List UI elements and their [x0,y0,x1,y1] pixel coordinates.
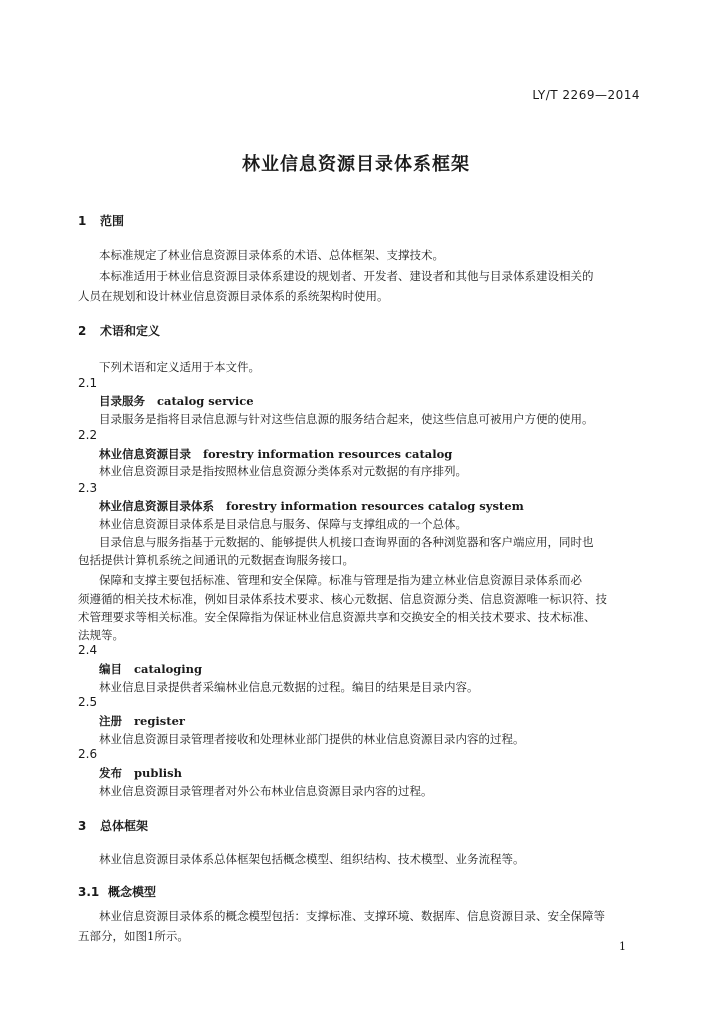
paragraph-continuation: 人员在规划和设计林业信息资源目录体系的系统架构时使用。 [78,289,389,303]
term-entry [99,498,524,514]
document-title: 林业信息资源目录体系框架 [242,154,470,175]
section-title: 术语和定义 [100,324,161,338]
section-number: 3 [78,819,87,833]
paragraph: 林业信息资源目录体系总体框架包括概念模型、组织结构、技术模型、业务流程等。 [99,852,525,866]
paragraph: 本标准规定了林业信息资源目录体系的术语、总体框架、支撑技术。 [99,248,444,262]
term-zh: 编目 [99,662,122,676]
term-entry [99,713,185,729]
page-number: 1 [619,940,626,953]
term-definition: 林业信息资源目录管理者对外公布林业信息资源目录内容的过程。 [99,784,433,798]
term-definition: 保障和支撑主要包括标准、管理和安全保障。标准与管理是指为建立林业信息资源目录体系而必 [99,573,582,587]
term-entry [99,661,202,677]
section-title: 总体框架 [100,819,149,833]
subsection-number: 3.1 [78,885,100,899]
standard-code: LY/T 2269—2014 [532,88,640,102]
term-number: 2.6 [78,747,98,761]
term-entry [99,446,452,462]
paragraph-continuation: 五部分，如图1所示。 [78,929,189,943]
term-en: forestry information resources catalog [203,447,453,461]
term-number: 2.2 [78,428,98,442]
section-number: 2 [78,324,87,338]
term-definition: 林业信息资源目录体系是目录信息与服务、保障与支撑组成的一个总体。 [99,517,467,531]
term-definition: 目录信息与服务指基于元数据的、能够提供人机接口查询界面的各种浏览器和客户端应用，同时也 [99,535,594,549]
section-1-heading [78,212,124,229]
paragraph: 下列术语和定义适用于本文件。 [99,360,260,374]
term-en: catalog service [157,394,254,408]
term-definition-continuation: 术管理要求等相关标准。安全保障指为保证林业信息资源共享和交换安全的相关技术要求、技术标准、 [78,610,596,624]
section-3-heading [78,817,148,834]
term-definition: 林业信息目录提供者采编林业信息元数据的过程。编目的结果是目录内容。 [99,680,479,694]
term-definition: 目录服务是指将目录信息源与针对这些信息源的服务结合起来，使这些信息可被用户方便的使用。 [99,412,594,426]
term-en: forestry information resources catalog system [226,499,524,513]
term-zh: 发布 [99,766,122,780]
subsection-title: 概念模型 [108,885,157,899]
term-en: cataloging [134,662,203,676]
term-entry [99,765,182,781]
section-number: 1 [78,214,87,228]
term-definition: 林业信息资源目录管理者接收和处理林业部门提供的林业信息资源目录内容的过程。 [99,732,525,746]
term-definition-continuation: 须遵循的相关技术标准，例如目录体系技术要求、核心元数据、信息资源分类、信息资源唯一标识符、技 [78,592,607,606]
term-en: publish [134,766,183,780]
section-title: 范围 [100,214,125,228]
term-number: 2.3 [78,481,98,495]
paragraph: 林业信息资源目录体系的概念模型包括：支撑标准、支撑环境、数据库、信息资源目录、安全保障等 [99,909,605,923]
term-number: 2.5 [78,695,98,709]
term-entry [99,393,254,409]
term-en: register [134,714,185,728]
section-2-heading [78,322,160,339]
subsection-3-1-heading [78,883,156,900]
term-number: 2.4 [78,643,98,657]
term-definition-continuation: 法规等。 [78,628,124,642]
term-zh: 林业信息资源目录 [99,447,191,461]
term-zh: 目录服务 [99,394,145,408]
term-definition-continuation: 包括提供计算机系统之间通讯的元数据查询服务接口。 [78,553,354,567]
paragraph: 本标准适用于林业信息资源目录体系建设的规划者、开发者、建设者和其他与目录体系建设相关的 [99,269,594,283]
term-zh: 林业信息资源目录体系 [99,499,214,513]
term-number: 2.1 [78,376,98,390]
term-definition: 林业信息资源目录是指按照林业信息资源分类体系对元数据的有序排列。 [99,464,467,478]
term-zh: 注册 [99,714,122,728]
